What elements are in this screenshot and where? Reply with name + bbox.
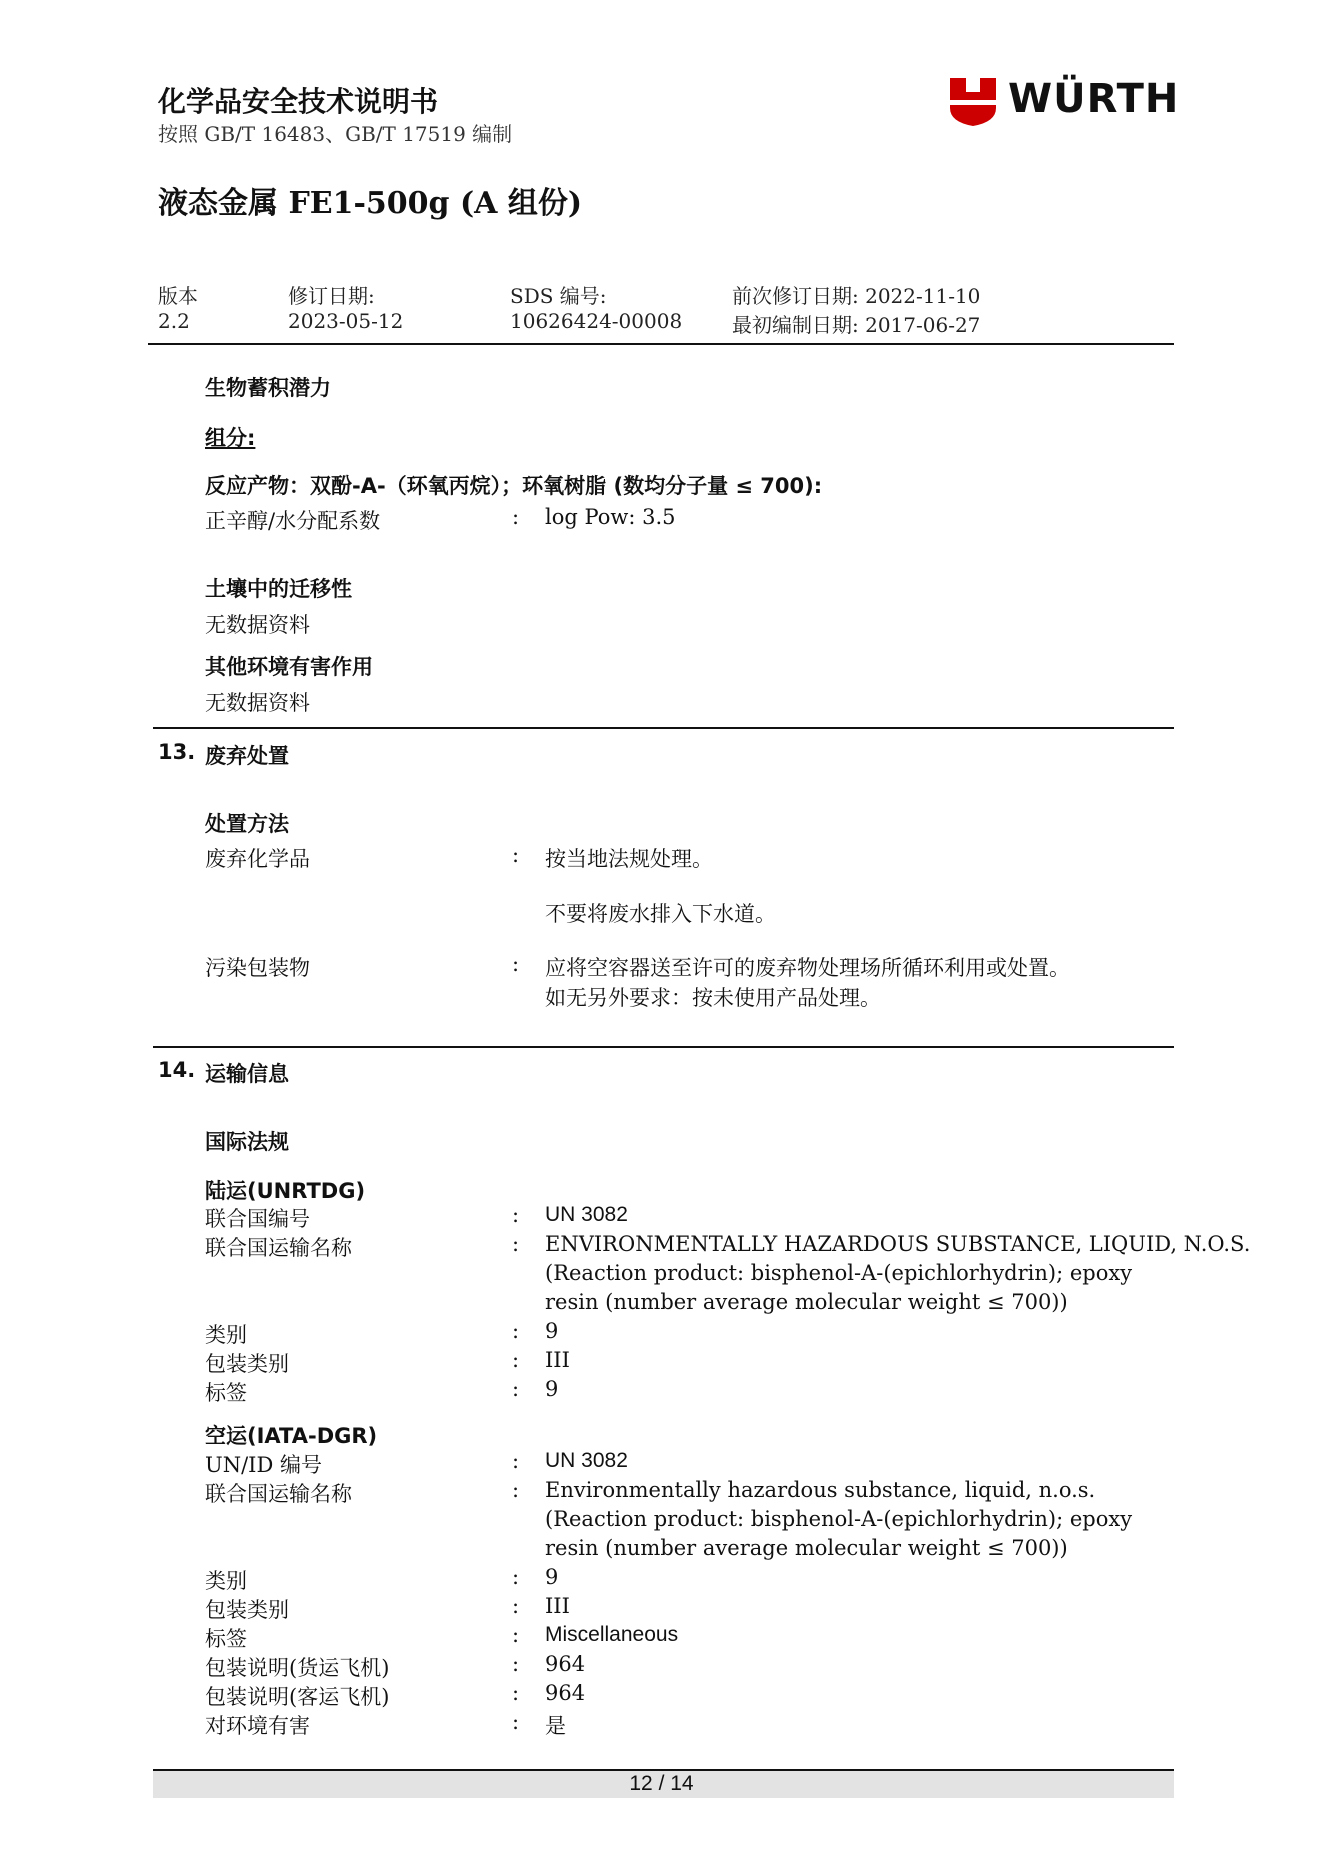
colon: : xyxy=(512,1319,520,1343)
air-label-label: 标签 xyxy=(205,1627,247,1651)
colon: : xyxy=(512,1449,520,1473)
contaminated-packaging-note: 如无另外要求：按未使用产品处理。 xyxy=(545,986,881,1010)
colon: : xyxy=(512,1348,520,1372)
colon: : xyxy=(512,1623,520,1647)
land-label-label: 标签 xyxy=(205,1381,247,1405)
colon: : xyxy=(512,1594,520,1618)
section-14-number: 14. xyxy=(158,1058,196,1082)
wurth-logo-icon xyxy=(950,78,996,126)
section-13-title: 废弃处置 xyxy=(205,744,289,768)
document-subtitle: 按照 GB/T 16483、GB/T 17519 编制 xyxy=(158,122,513,146)
colon: : xyxy=(512,1377,520,1401)
air-label-value: Miscellaneous xyxy=(545,1623,679,1646)
bioaccumulation-heading: 生物蓄积潜力 xyxy=(205,376,331,400)
colon: : xyxy=(512,1652,520,1676)
waste-chemical-label: 废弃化学品 xyxy=(205,847,310,871)
other-effects-heading: 其他环境有害作用 xyxy=(205,655,373,679)
air-shipping-name-line2: (Reaction product: bisphenol-A-(epichlorhydrin); epoxy xyxy=(545,1507,1133,1531)
revision-date-value: 2023-05-12 xyxy=(288,309,404,333)
previous-revision-date: 前次修订日期: 2022-11-10 xyxy=(732,284,981,308)
partition-coefficient-value: log Pow: 3.5 xyxy=(545,505,676,529)
passenger-aircraft-packing-value: 964 xyxy=(545,1681,586,1705)
air-transport-heading: 空运(IATA-DGR) xyxy=(205,1424,378,1448)
air-shipping-name-line1: Environmentally hazardous substance, liquid, n.o.s. xyxy=(545,1478,1096,1502)
contaminated-packaging-label: 污染包装物 xyxy=(205,956,310,980)
air-packing-group-value: III xyxy=(545,1594,570,1618)
colon: : xyxy=(512,1681,520,1705)
soil-mobility-heading: 土壤中的迁移性 xyxy=(205,577,352,601)
waste-chemical-value: 按当地法规处理。 xyxy=(545,847,713,871)
air-packing-group-label: 包装类别 xyxy=(205,1598,289,1622)
international-regulations-heading: 国际法规 xyxy=(205,1130,289,1154)
land-un-number-label: 联合国编号 xyxy=(205,1207,310,1231)
revision-date-label: 修订日期: xyxy=(288,284,375,308)
colon: : xyxy=(512,952,520,976)
air-class-label: 类别 xyxy=(205,1569,247,1593)
component-name: 反应产物：双酚-A-（环氧丙烷）；环氧树脂 (数均分子量 ≤ 700): xyxy=(205,474,823,498)
land-packing-group-value: III xyxy=(545,1348,570,1372)
version-value: 2.2 xyxy=(158,309,190,333)
version-label: 版本 xyxy=(158,284,198,308)
land-packing-group-label: 包装类别 xyxy=(205,1352,289,1376)
land-shipping-name-line2: (Reaction product: bisphenol-A-(epichlorhydrin); epoxy xyxy=(545,1261,1133,1285)
page-number: 12 / 14 xyxy=(629,1772,694,1795)
section-divider xyxy=(153,1046,1174,1048)
land-shipping-name-label: 联合国运输名称 xyxy=(205,1236,352,1260)
land-transport-heading: 陆运(UNRTDG) xyxy=(205,1179,366,1203)
colon: : xyxy=(512,1565,520,1589)
other-effects-value: 无数据资料 xyxy=(205,691,310,715)
section-14-title: 运输信息 xyxy=(205,1062,289,1086)
land-label-value: 9 xyxy=(545,1377,559,1401)
environmental-hazard-label: 对环境有害 xyxy=(205,1714,310,1738)
document-title: 化学品安全技术说明书 xyxy=(158,85,439,118)
header-divider xyxy=(148,343,1174,345)
soil-mobility-value: 无数据资料 xyxy=(205,613,310,637)
waste-chemical-note: 不要将废水排入下水道。 xyxy=(545,902,776,926)
brand-name: WÜRTH xyxy=(1008,76,1180,122)
air-shipping-name-line3: resin (number average molecular weight ≤ 700)) xyxy=(545,1536,1068,1560)
sds-number-label: SDS 编号: xyxy=(510,284,607,308)
colon: : xyxy=(512,505,520,529)
disposal-method-heading: 处置方法 xyxy=(205,812,289,836)
section-13-number: 13. xyxy=(158,740,196,764)
passenger-aircraft-packing-label: 包装说明(客运飞机) xyxy=(205,1685,390,1709)
land-class-label: 类别 xyxy=(205,1323,247,1347)
colon: : xyxy=(512,843,520,867)
product-name: 液态金属 FE1-500g (A 组份) xyxy=(158,186,583,221)
land-class-value: 9 xyxy=(545,1319,559,1343)
colon: : xyxy=(512,1710,520,1734)
cargo-aircraft-packing-value: 964 xyxy=(545,1652,586,1676)
air-shipping-name-label: 联合国运输名称 xyxy=(205,1482,352,1506)
cargo-aircraft-packing-label: 包装说明(货运飞机) xyxy=(205,1656,390,1680)
colon: : xyxy=(512,1232,520,1256)
first-issue-date: 最初编制日期: 2017-06-27 xyxy=(732,313,981,337)
section-divider xyxy=(153,727,1174,729)
air-un-id-label: UN/ID 编号 xyxy=(205,1453,322,1477)
colon: : xyxy=(512,1478,520,1502)
air-class-value: 9 xyxy=(545,1565,559,1589)
sds-number-value: 10626424-00008 xyxy=(510,309,683,333)
contaminated-packaging-value: 应将空容器送至许可的废弃物处理场所循环利用或处置。 xyxy=(545,956,1070,980)
colon: : xyxy=(512,1203,520,1227)
land-shipping-name-line1: ENVIRONMENTALLY HAZARDOUS SUBSTANCE, LIQUID, N.O.S. xyxy=(545,1232,1251,1256)
components-label: 组分: xyxy=(205,426,256,450)
land-un-number-value: UN 3082 xyxy=(545,1203,628,1226)
environmental-hazard-value: 是 xyxy=(545,1714,566,1738)
air-un-id-value: UN 3082 xyxy=(545,1449,628,1472)
land-shipping-name-line3: resin (number average molecular weight ≤ 700)) xyxy=(545,1290,1068,1314)
partition-coefficient-label: 正辛醇/水分配系数 xyxy=(205,509,381,533)
